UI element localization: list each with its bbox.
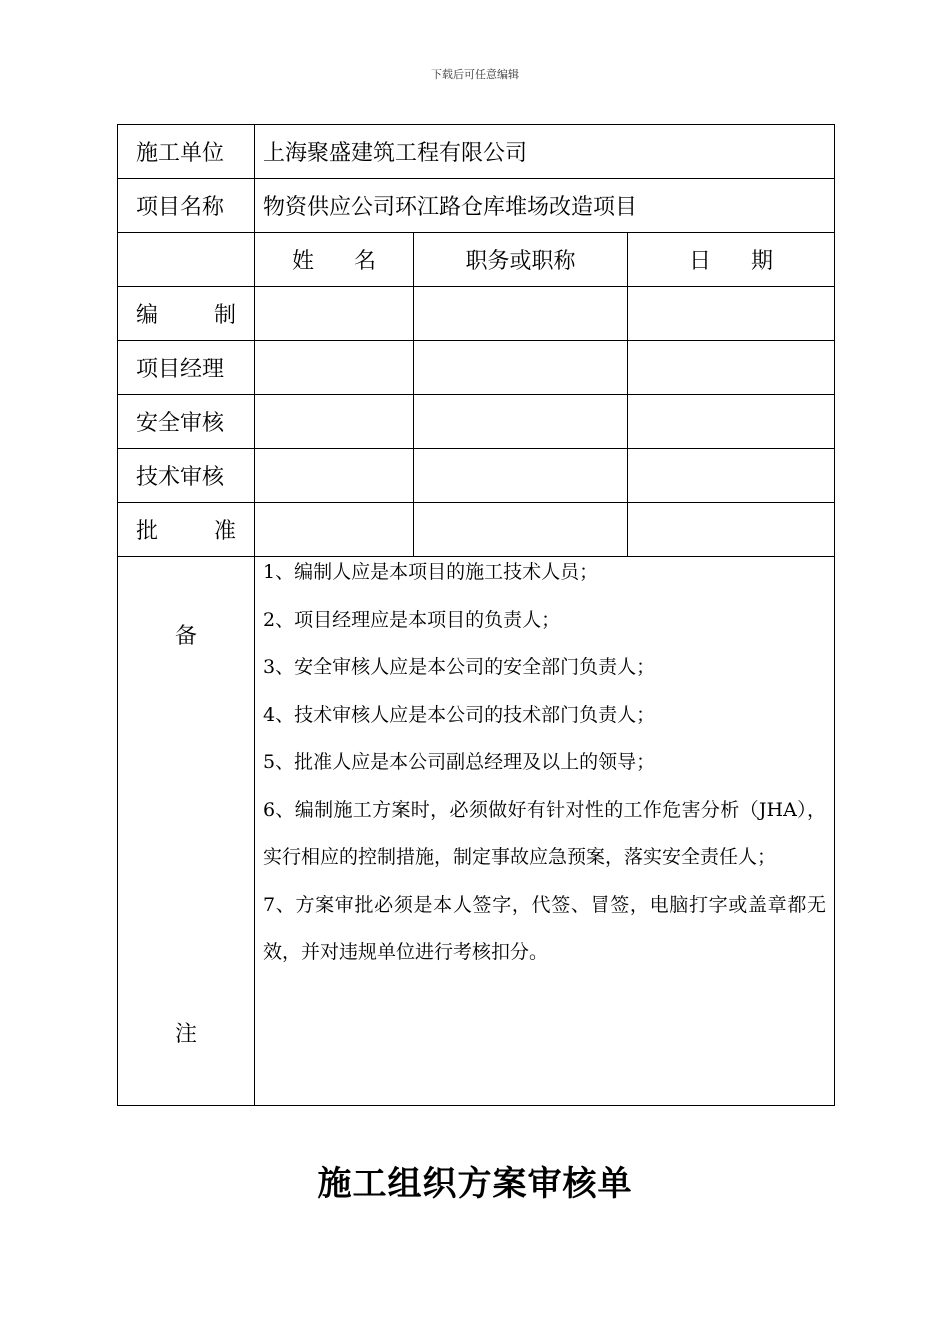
project-value: 物资供应公司环江路仓库堆场改造项目 xyxy=(255,179,835,233)
header-note: 下载后可任意编辑 xyxy=(431,68,519,81)
project-row xyxy=(118,179,835,233)
unit-row xyxy=(118,125,835,179)
position-column-header: 职务或职称 xyxy=(414,233,628,287)
manager-label: 项目经理 xyxy=(118,341,255,395)
column-header-row xyxy=(118,233,835,287)
date-header-char-2: 期 xyxy=(751,249,774,274)
manager-name-cell[interactable] xyxy=(255,341,414,395)
unit-label: 施工单位 xyxy=(118,125,255,179)
notes-list xyxy=(263,549,826,977)
tech-row xyxy=(118,449,835,503)
tech-label: 技术审核 xyxy=(118,449,255,503)
note-item-7: 7、方案审批必须是本人签字，代签、冒签，电脑打字或盖章都无效，并对违规单位进行考核扣分。 xyxy=(263,893,827,963)
approve-label xyxy=(118,503,255,557)
name-header-char-2: 名 xyxy=(354,249,377,274)
tech-name-cell[interactable] xyxy=(255,449,414,503)
notes-row xyxy=(118,557,835,1106)
document-title: 施工组织方案审核单 xyxy=(317,1164,633,1204)
note-item-4: 4、技术审核人应是本公司的技术部门负责人； xyxy=(263,703,656,726)
note-item-1: 1、编制人应是本项目的施工技术人员； xyxy=(263,561,599,583)
notes-label-char-2: 注 xyxy=(174,1022,197,1047)
compile-label xyxy=(118,287,255,341)
note-item-6: 6、编制施工方案时，必须做好有针对性的工作危害分析（JHA），实行相应的控制措施，制定事故应急预案，落实安全责任人； xyxy=(263,798,827,868)
date-column-header xyxy=(628,233,835,287)
safety-label: 安全审核 xyxy=(118,395,255,449)
compile-row xyxy=(118,287,835,341)
safety-row xyxy=(118,395,835,449)
compile-name-cell[interactable] xyxy=(255,287,414,341)
notes-label-cell xyxy=(118,557,255,1106)
note-item-5: 5、批准人应是本公司副总经理及以上的领导； xyxy=(263,751,656,773)
manager-row xyxy=(118,341,835,395)
date-header-char-1: 日 xyxy=(688,249,711,274)
name-header-char-1: 姓 xyxy=(291,249,314,274)
notes-content-cell xyxy=(255,557,835,1106)
unit-value: 上海聚盛建筑工程有限公司 xyxy=(255,125,835,179)
manager-position-cell[interactable] xyxy=(414,341,628,395)
safety-name-cell[interactable] xyxy=(255,395,414,449)
note-item-3: 3、安全审核人应是本公司的安全部门负责人； xyxy=(263,656,656,678)
name-column-header xyxy=(255,233,414,287)
approve-char-1: 批 xyxy=(136,519,159,544)
review-form-table xyxy=(117,124,835,1106)
compile-date-cell[interactable] xyxy=(628,287,835,341)
manager-date-cell[interactable] xyxy=(628,341,835,395)
tech-position-cell[interactable] xyxy=(414,449,628,503)
notes-label-char-1: 备 xyxy=(174,624,197,649)
compile-char-2: 制 xyxy=(213,303,236,328)
tech-date-cell[interactable] xyxy=(628,449,835,503)
compile-position-cell[interactable] xyxy=(414,287,628,341)
project-label: 项目名称 xyxy=(118,179,255,233)
safety-position-cell[interactable] xyxy=(414,395,628,449)
safety-date-cell[interactable] xyxy=(628,395,835,449)
compile-char-1: 编 xyxy=(136,303,159,328)
approve-char-2: 准 xyxy=(213,519,236,544)
blank-header-cell xyxy=(118,233,255,287)
note-item-2: 2、项目经理应是本项目的负责人； xyxy=(263,608,561,631)
